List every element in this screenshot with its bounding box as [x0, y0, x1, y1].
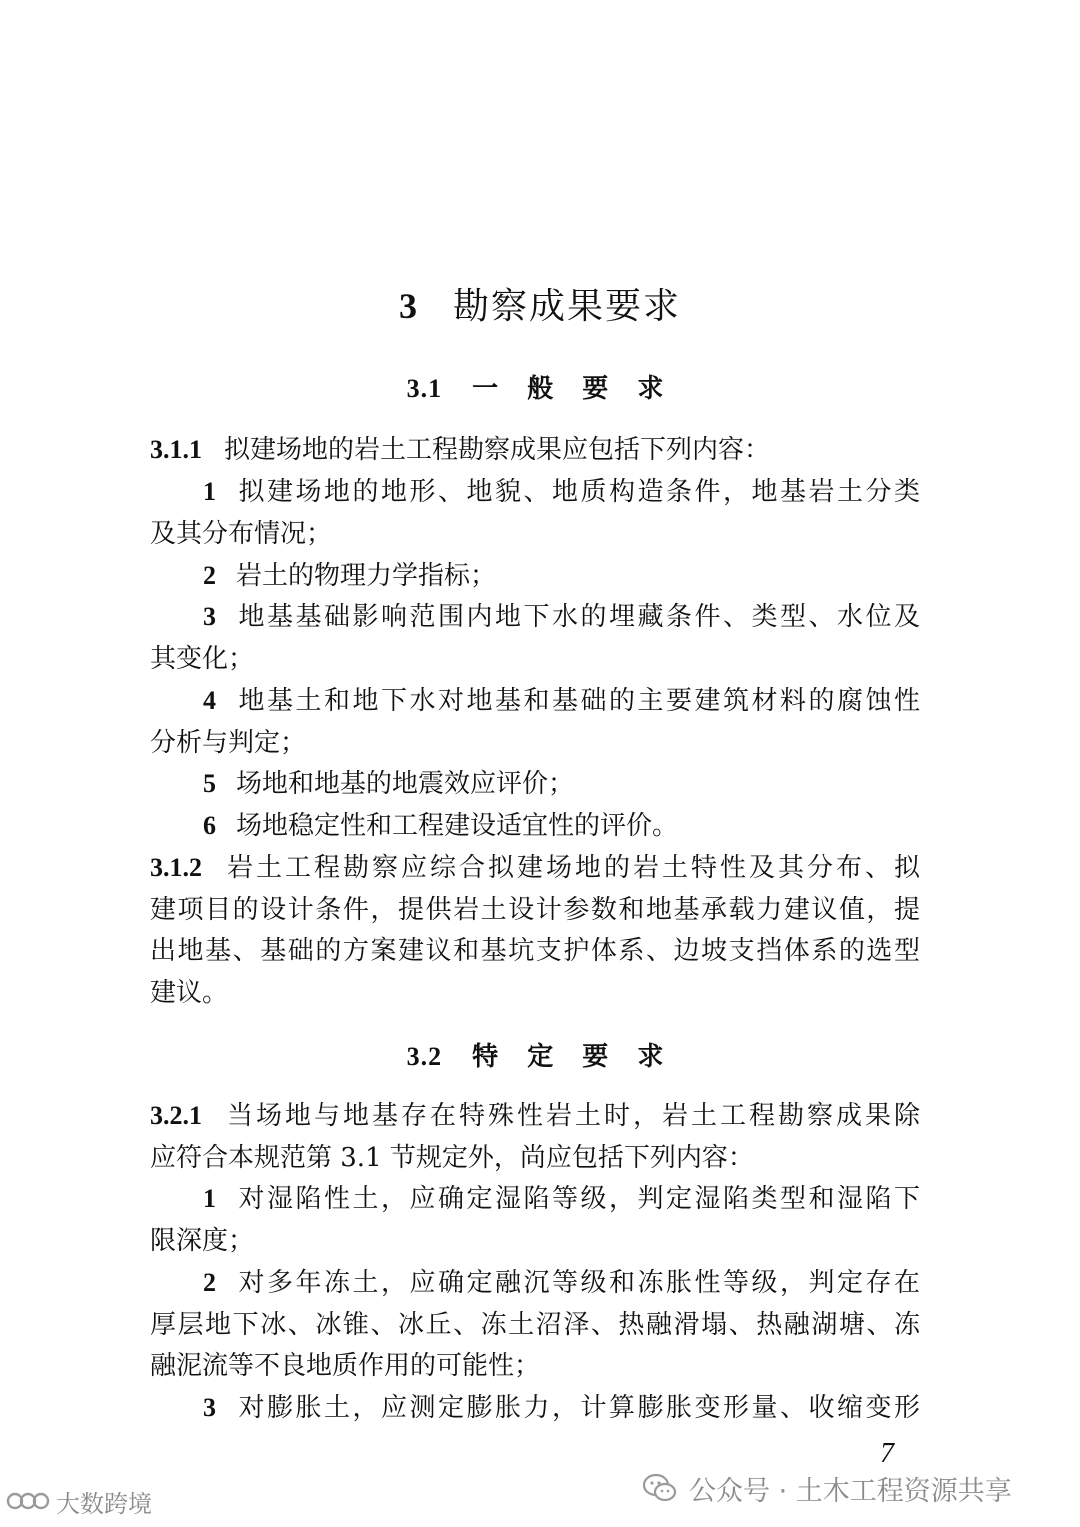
clause-text: 拟建场地的岩土工程勘察成果应包括下列内容： — [224, 435, 771, 465]
section-title-text: 一 般 要 求 — [472, 374, 674, 404]
list-item-continuation: 限深度； — [150, 1226, 255, 1256]
clause-continuation: 应符合本规范第 3.1 节规定外，尚应包括下列内容： — [150, 1143, 754, 1173]
clause-continuation: 建项目的设计条件，提供岩土设计参数和地基承载力建议值，提 — [150, 895, 920, 925]
item-number: 3 — [203, 1393, 216, 1422]
clause-text: 当场地与地基存在特殊性岩土时，岩土工程勘察成果除 — [224, 1101, 920, 1131]
clause-3-1-2 — [150, 850, 920, 886]
item-number: 5 — [203, 769, 216, 798]
item-text: 地基基础影响范围内地下水的埋藏条件、类型、水位及 — [236, 602, 920, 632]
wechat-icon — [643, 1473, 677, 1503]
list-item — [203, 683, 920, 719]
item-text: 对湿陷性土，应确定湿陷等级，判定湿陷类型和湿陷下 — [236, 1184, 920, 1214]
list-item — [203, 558, 920, 594]
page-number: 7 — [880, 1438, 894, 1469]
item-number: 1 — [203, 1184, 216, 1213]
watermark-logo-text: 大数跨境 — [56, 1489, 152, 1518]
section-title-3-1 — [0, 368, 1080, 405]
item-number: 3 — [203, 602, 216, 631]
watermark-wechat — [643, 1466, 1012, 1510]
item-number: 2 — [203, 1268, 216, 1297]
item-text: 对膨胀土，应测定膨胀力，计算膨胀变形量、收缩变形 — [236, 1393, 920, 1423]
item-text: 岩土的物理力学指标； — [236, 561, 497, 591]
chapter-number: 3 — [398, 286, 419, 326]
list-item — [203, 1181, 920, 1217]
item-number: 2 — [203, 561, 216, 590]
section-title-text: 特 定 要 求 — [472, 1042, 674, 1072]
item-text: 对多年冻土，应确定融沉等级和冻胀性等级，判定存在 — [236, 1268, 920, 1298]
list-item-continuation: 及其分布情况； — [150, 519, 333, 549]
list-item — [203, 599, 920, 635]
clause-number: 3.1.1 — [150, 435, 202, 464]
list-item — [203, 474, 920, 510]
item-text: 拟建场地的地形、地貌、地质构造条件，地基岩土分类 — [236, 477, 920, 507]
item-text: 地基土和地下水对地基和基础的主要建筑材料的腐蚀性 — [236, 686, 920, 716]
section-number: 3.2 — [406, 1042, 443, 1071]
list-item — [203, 1265, 920, 1301]
chapter-title-text: 勘察成果要求 — [452, 286, 681, 327]
list-item — [203, 808, 920, 844]
clause-continuation: 出地基、基础的方案建议和基坑支护体系、边坡支挡体系的选型 — [150, 936, 920, 966]
section-number: 3.1 — [406, 374, 443, 403]
clause-text: 岩土工程勘察应综合拟建场地的岩土特性及其分布、拟 — [224, 853, 920, 883]
logo-icon — [6, 1488, 50, 1514]
item-text: 场地和地基的地震效应评价； — [236, 769, 575, 799]
list-item-continuation: 其变化； — [150, 644, 255, 674]
item-number: 1 — [203, 477, 216, 506]
list-item — [203, 766, 920, 802]
item-number: 4 — [203, 686, 216, 715]
list-item-continuation: 融泥流等不良地质作用的可能性； — [150, 1351, 541, 1381]
clause-3-1-1 — [150, 432, 920, 468]
watermark-logo — [6, 1484, 152, 1518]
list-item-continuation: 厚层地下冰、冰锥、冰丘、冻土沼泽、热融滑塌、热融湖塘、冻 — [150, 1310, 920, 1340]
list-item — [203, 1390, 920, 1426]
clause-3-2-1 — [150, 1098, 920, 1134]
section-title-3-2 — [0, 1036, 1080, 1073]
clause-number: 3.2.1 — [150, 1101, 202, 1130]
watermark-text: 公众号 · 土木工程资源共享 — [689, 1475, 1012, 1507]
list-item-continuation: 分析与判定； — [150, 728, 307, 758]
clause-number: 3.1.2 — [150, 853, 202, 882]
clause-continuation: 建议。 — [150, 978, 229, 1008]
item-number: 6 — [203, 811, 216, 840]
chapter-title — [0, 278, 1080, 329]
item-text: 场地稳定性和工程建设适宜性的评价。 — [236, 811, 679, 841]
